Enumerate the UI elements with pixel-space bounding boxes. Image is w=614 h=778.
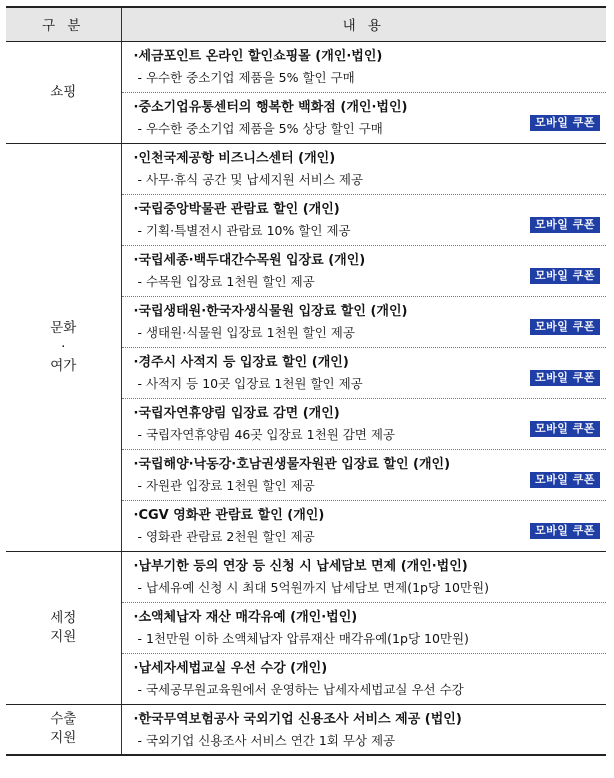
benefit-item xyxy=(121,398,606,449)
mobile-coupon-badge: 모바일 쿠폰 xyxy=(530,268,600,284)
benefit-title: ·세금포인트 온라인 할인쇼핑몰 (개인·법인) xyxy=(133,48,383,64)
category-label: 세정 xyxy=(50,609,77,626)
benefit-item xyxy=(121,296,606,347)
benefit-item xyxy=(121,143,606,194)
mobile-coupon-badge: 모바일 쿠폰 xyxy=(530,115,600,131)
benefit-title: ·국립자연휴양림 입장료 감면 (개인) xyxy=(133,405,340,421)
benefit-item xyxy=(121,41,606,92)
benefit-item xyxy=(121,245,606,296)
benefit-item xyxy=(121,653,606,704)
benefit-item xyxy=(121,551,606,602)
benefit-description: - 국세공무원교육원에서 운영하는 납세자세법교실 우선 수강 xyxy=(137,681,464,697)
mobile-coupon-badge: 모바일 쿠폰 xyxy=(530,421,600,437)
category-label: 여가 xyxy=(50,357,77,374)
benefit-description: - 우수한 중소기업 제품을 5% 할인 구매 xyxy=(137,69,355,85)
benefit-title: ·납세자세법교실 우선 수강 (개인) xyxy=(133,660,328,676)
benefit-description: - 자원관 입장료 1천원 할인 제공 xyxy=(137,477,315,493)
benefit-description: - 기획·특별전시 관람료 10% 할인 제공 xyxy=(137,222,351,238)
category-label: 수출 xyxy=(50,711,77,728)
table-body xyxy=(6,41,606,755)
category-cell xyxy=(6,41,121,143)
benefit-description: - 수목원 입장료 1천원 할인 제공 xyxy=(137,273,315,289)
benefits-table xyxy=(6,6,606,756)
benefit-description: - 영화관 관람료 2천원 할인 제공 xyxy=(137,528,315,544)
category-label: 지원 xyxy=(50,730,77,747)
benefit-title: ·중소기업유통센터의 행복한 백화점 (개인·법인) xyxy=(133,99,408,115)
header-category: 구 분 xyxy=(6,7,121,41)
category-cell xyxy=(6,551,121,704)
benefit-title: ·한국무역보험공사 국외기업 신용조사 서비스 제공 (법인) xyxy=(133,711,462,727)
benefit-description: - 우수한 중소기업 제품을 5% 상당 할인 구매 xyxy=(137,120,383,136)
mobile-coupon-badge: 모바일 쿠폰 xyxy=(530,370,600,386)
benefit-item xyxy=(121,602,606,653)
benefit-item xyxy=(121,194,606,245)
benefit-title: ·국립중앙박물관 관람료 할인 (개인) xyxy=(133,201,340,217)
header-content: 내 용 xyxy=(121,7,606,41)
table-row xyxy=(6,704,606,755)
table-row xyxy=(6,551,606,602)
benefit-description: - 국립자연휴양림 46곳 입장료 1천원 감면 제공 xyxy=(137,426,395,442)
benefit-title: ·소액체납자 재산 매각유예 (개인·법인) xyxy=(133,609,358,625)
benefit-description: - 생태원·식물원 입장료 1천원 할인 제공 xyxy=(137,324,355,340)
benefit-title: ·경주시 사적지 등 입장료 할인 (개인) xyxy=(133,354,349,370)
benefit-item xyxy=(121,347,606,398)
benefit-description: - 1천만원 이하 소액체납자 압류재산 매각유예(1p당 10만원) xyxy=(137,630,469,646)
table-row xyxy=(6,143,606,194)
benefit-title: ·납부기한 등의 연장 등 신청 시 납세담보 면제 (개인·법인) xyxy=(133,558,468,574)
benefit-item xyxy=(121,704,606,755)
category-label: 쇼핑 xyxy=(50,83,77,100)
mobile-coupon-badge: 모바일 쿠폰 xyxy=(530,319,600,335)
category-cell xyxy=(6,143,121,551)
mobile-coupon-badge: 모바일 쿠폰 xyxy=(530,472,600,488)
benefit-title: ·국립세종·백두대간수목원 입장료 (개인) xyxy=(133,252,366,268)
benefit-title: ·국립생태원·한국자생식물원 입장료 할인 (개인) xyxy=(133,303,408,319)
mobile-coupon-badge: 모바일 쿠폰 xyxy=(530,217,600,233)
benefit-description: - 납세유예 신청 시 최대 5억원까지 납세담보 면제(1p당 10만원) xyxy=(137,579,489,595)
category-label: 문화 xyxy=(50,319,77,336)
benefit-item xyxy=(121,500,606,551)
table-header-row xyxy=(6,7,606,41)
benefit-description: - 사적지 등 10곳 입장료 1천원 할인 제공 xyxy=(137,375,363,391)
category-cell xyxy=(6,704,121,755)
category-label: 지원 xyxy=(50,628,77,645)
mobile-coupon-badge: 모바일 쿠폰 xyxy=(530,523,600,539)
benefit-description: - 사무·휴식 공간 및 납세지원 서비스 제공 xyxy=(137,171,364,187)
benefit-title: ·국립해양·낙동강·호남권생물자원관 입장료 할인 (개인) xyxy=(133,456,451,472)
benefit-description: - 국외기업 신용조사 서비스 연간 1회 무상 제공 xyxy=(137,732,396,748)
benefit-item xyxy=(121,449,606,500)
table-row xyxy=(6,41,606,92)
category-label: · xyxy=(61,338,66,355)
benefit-item xyxy=(121,92,606,143)
benefit-title: ·인천국제공항 비즈니스센터 (개인) xyxy=(133,150,336,166)
benefit-title: ·CGV 영화관 관람료 할인 (개인) xyxy=(133,507,325,523)
